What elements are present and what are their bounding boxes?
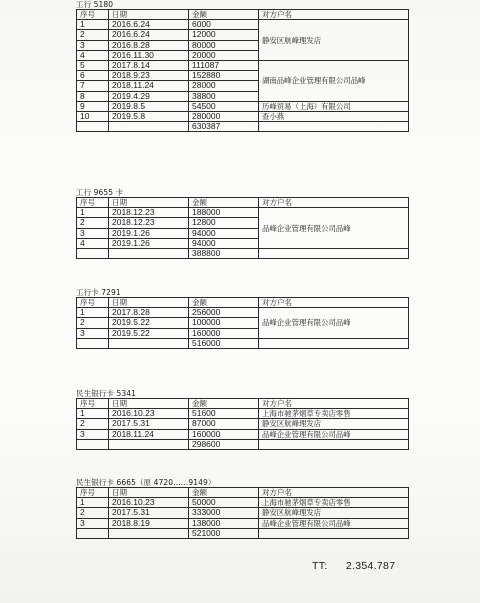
amount-header: 金额 [189, 198, 259, 208]
account-title: 工行 9655 卡 [76, 188, 124, 197]
total-blank [77, 122, 109, 132]
total-blank [109, 338, 189, 348]
grand-total-label: TT: [312, 560, 328, 572]
seq-header: 序号 [77, 399, 109, 409]
account-title: 工行卡 7291 [76, 288, 121, 297]
row-seq: 7 [77, 81, 109, 91]
row-date: 2017.8.14 [109, 60, 189, 70]
amount-header: 金额 [189, 10, 259, 20]
row-date: 2018.11.24 [109, 429, 189, 439]
row-seq: 3 [77, 429, 109, 439]
total-blank [109, 528, 189, 538]
row-date: 2018.12.23 [109, 208, 189, 218]
row-party: 品峰企业管理有限公司品峰 [259, 518, 409, 528]
account-title: 民生银行卡 5341 [76, 389, 136, 398]
row-date: 2019.8.5 [109, 101, 189, 111]
date-header: 日期 [109, 298, 189, 308]
row-amount: 280000 [189, 111, 259, 121]
row-date: 2016.10.23 [109, 498, 189, 508]
section-total: 521000 [189, 528, 259, 538]
account-section [76, 188, 408, 259]
section-total: 516000 [189, 338, 259, 348]
row-date: 2019.1.26 [109, 238, 189, 248]
transactions-table [76, 9, 409, 132]
total-blank [77, 439, 109, 449]
account-section [76, 288, 408, 349]
row-seq: 1 [77, 208, 109, 218]
party-header: 对方户名 [259, 488, 409, 498]
row-party: 静安区航峰理发店 [259, 20, 409, 61]
row-amount: 20000 [189, 50, 259, 60]
total-blank [109, 122, 189, 132]
row-party: 品峰企业管理有限公司品峰 [259, 208, 409, 249]
row-amount: 94000 [189, 228, 259, 238]
row-amount: 80000 [189, 40, 259, 50]
row-seq: 4 [77, 238, 109, 248]
table-row [77, 508, 409, 518]
row-date: 2019.4.29 [109, 91, 189, 101]
section-total: 298600 [189, 439, 259, 449]
grand-total-value: 2.354.787 [345, 560, 396, 572]
row-date: 2019.5.8 [109, 111, 189, 121]
total-blank [259, 528, 409, 538]
total-blank [259, 122, 409, 132]
table-row [77, 409, 409, 419]
row-seq: 2 [77, 318, 109, 328]
total-row [77, 338, 409, 348]
total-blank [77, 338, 109, 348]
row-seq: 3 [77, 228, 109, 238]
total-blank [109, 248, 189, 258]
table-row [77, 20, 409, 30]
row-seq: 9 [77, 101, 109, 111]
header-row [77, 399, 409, 409]
seq-header: 序号 [77, 10, 109, 20]
row-seq: 1 [77, 20, 109, 30]
row-amount: 94000 [189, 238, 259, 248]
row-party: 静安区航峰理发店 [259, 508, 409, 518]
row-date: 2017.5.31 [109, 419, 189, 429]
table-row [77, 518, 409, 528]
row-amount: 100000 [189, 318, 259, 328]
header-row [77, 488, 409, 498]
row-amount: 12800 [189, 218, 259, 228]
row-date: 2019.5.22 [109, 328, 189, 338]
total-blank [259, 338, 409, 348]
amount-header: 金额 [189, 399, 259, 409]
row-party: 上海市驰茅烟草专卖店零售 [259, 498, 409, 508]
row-date: 2018.12.23 [109, 218, 189, 228]
row-amount: 50000 [189, 498, 259, 508]
transactions-table [76, 197, 409, 259]
seq-header: 序号 [77, 488, 109, 498]
section-total: 630387 [189, 122, 259, 132]
row-party: 品峰企业管理有限公司品峰 [259, 429, 409, 439]
row-seq: 3 [77, 518, 109, 528]
transactions-table [76, 487, 409, 539]
row-party: 上海市驰茅烟草专卖店零售 [259, 409, 409, 419]
row-amount: 87000 [189, 419, 259, 429]
total-blank [259, 248, 409, 258]
row-date: 2016.11.30 [109, 50, 189, 60]
account-section [76, 389, 408, 450]
account-title: 民生银行卡 6665（原 4720……9149） [76, 478, 216, 487]
row-amount: 12000 [189, 30, 259, 40]
account-section [76, 478, 408, 539]
total-blank [77, 248, 109, 258]
table-row [77, 60, 409, 70]
party-header: 对方户名 [259, 298, 409, 308]
row-date: 2016.10.23 [109, 409, 189, 419]
table-row [77, 101, 409, 111]
header-row [77, 10, 409, 20]
table-row [77, 308, 409, 318]
row-seq: 5 [77, 60, 109, 70]
header-row [77, 198, 409, 208]
party-header: 对方户名 [259, 10, 409, 20]
row-seq: 1 [77, 409, 109, 419]
row-seq: 8 [77, 91, 109, 101]
party-header: 对方户名 [259, 399, 409, 409]
row-seq: 3 [77, 328, 109, 338]
account-section [76, 0, 408, 132]
party-header: 对方户名 [259, 198, 409, 208]
total-row [77, 528, 409, 538]
row-date: 2018.8.19 [109, 518, 189, 528]
row-seq: 1 [77, 308, 109, 318]
total-blank [77, 528, 109, 538]
row-date: 2019.1.26 [109, 228, 189, 238]
account-title: 工行 5180 [76, 0, 114, 9]
row-amount: 160000 [189, 328, 259, 338]
row-seq: 6 [77, 71, 109, 81]
row-date: 2018.11.24 [109, 81, 189, 91]
row-date: 2016.6.24 [109, 20, 189, 30]
row-party: 历峰贸易（上海）有限公司 [259, 101, 409, 111]
total-blank [259, 439, 409, 449]
row-seq: 3 [77, 40, 109, 50]
row-date: 2018.9.23 [109, 71, 189, 81]
row-seq: 1 [77, 498, 109, 508]
row-seq: 2 [77, 30, 109, 40]
table-row [77, 498, 409, 508]
seq-header: 序号 [77, 198, 109, 208]
total-row [77, 122, 409, 132]
row-amount: 54500 [189, 101, 259, 111]
row-seq: 2 [77, 419, 109, 429]
table-row [77, 208, 409, 218]
row-party: 湖南品峰企业管理有限公司品峰 [259, 60, 409, 101]
date-header: 日期 [109, 198, 189, 208]
date-header: 日期 [109, 399, 189, 409]
row-amount: 188000 [189, 208, 259, 218]
date-header: 日期 [109, 488, 189, 498]
grand-total [312, 560, 395, 572]
header-row [77, 298, 409, 308]
row-seq: 2 [77, 508, 109, 518]
row-seq: 2 [77, 218, 109, 228]
seq-header: 序号 [77, 298, 109, 308]
row-date: 2019.5.22 [109, 318, 189, 328]
row-seq: 4 [77, 50, 109, 60]
row-date: 2017.8.28 [109, 308, 189, 318]
row-amount: 138000 [189, 518, 259, 528]
row-party: 品峰企业管理有限公司品峰 [259, 308, 409, 339]
row-amount: 6000 [189, 20, 259, 30]
table-row [77, 111, 409, 121]
total-row [77, 248, 409, 258]
total-row [77, 439, 409, 449]
row-amount: 111087 [189, 60, 259, 70]
total-blank [109, 439, 189, 449]
transactions-table [76, 398, 409, 450]
row-party: 查小燕 [259, 111, 409, 121]
table-row [77, 419, 409, 429]
row-date: 2017.5.31 [109, 508, 189, 518]
row-amount: 333000 [189, 508, 259, 518]
row-amount: 28000 [189, 81, 259, 91]
date-header: 日期 [109, 10, 189, 20]
table-row [77, 429, 409, 439]
row-amount: 38800 [189, 91, 259, 101]
transactions-table [76, 297, 409, 349]
row-amount: 256000 [189, 308, 259, 318]
row-amount: 152880 [189, 71, 259, 81]
amount-header: 金额 [189, 298, 259, 308]
row-party: 静安区航峰理发店 [259, 419, 409, 429]
row-date: 2016.8.28 [109, 40, 189, 50]
row-date: 2016.6.24 [109, 30, 189, 40]
row-amount: 51600 [189, 409, 259, 419]
amount-header: 金额 [189, 488, 259, 498]
row-seq: 10 [77, 111, 109, 121]
section-total: 388800 [189, 248, 259, 258]
row-amount: 160000 [189, 429, 259, 439]
